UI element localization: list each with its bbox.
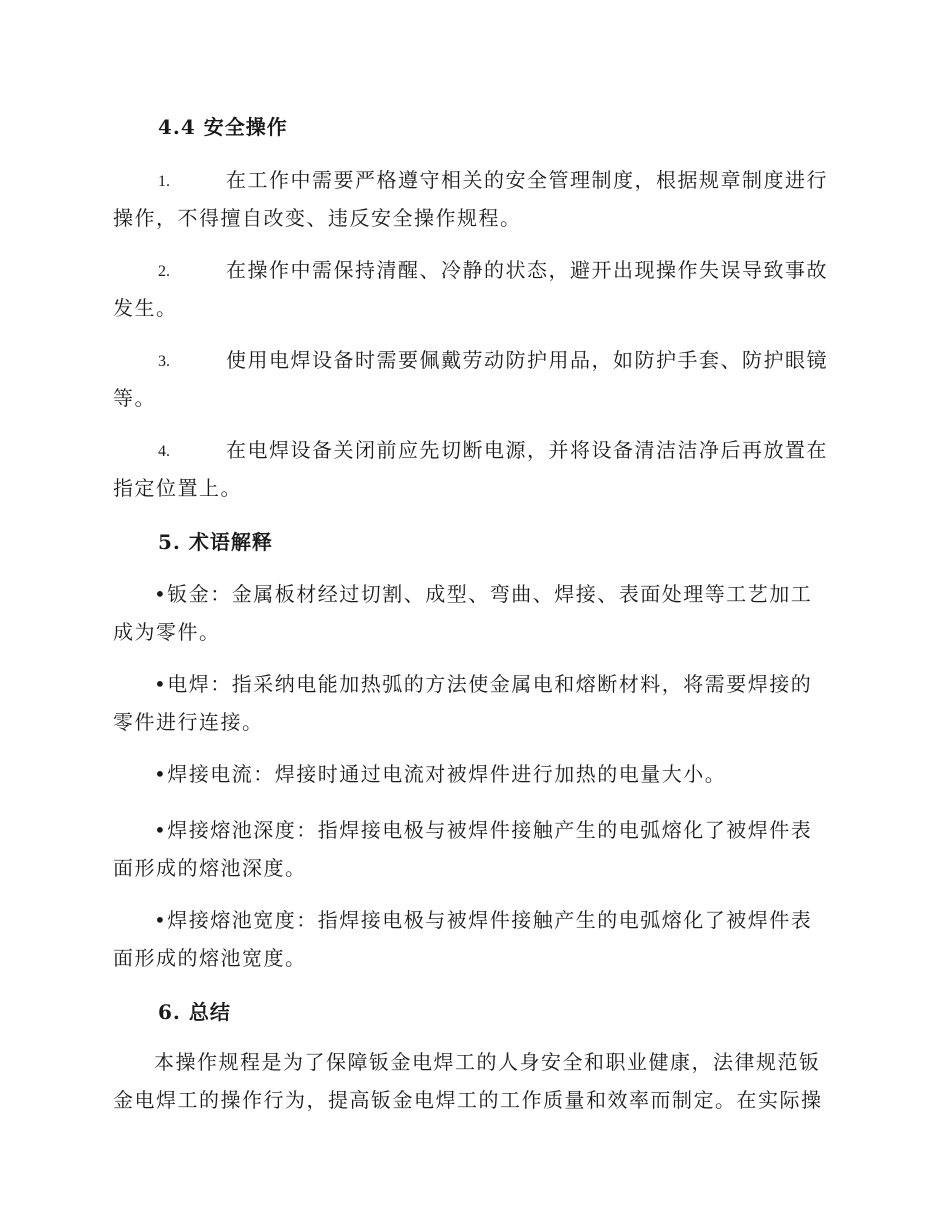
section-heading-5: 5. 术语解释 bbox=[158, 530, 273, 554]
term-text-line2: 零件进行连接。 bbox=[113, 710, 264, 734]
list-item-number: 1. bbox=[158, 173, 170, 190]
list-item-text-line2: 发生。 bbox=[113, 296, 178, 320]
list-item-text-line1: 在电焊设备关闭前应先切断电源，并将设备清洁洁净后再放置在 bbox=[226, 438, 828, 462]
list-item-text-line2: 指定位置上。 bbox=[113, 476, 242, 500]
term-text-line2: 成为零件。 bbox=[113, 620, 221, 644]
list-item-number: 3. bbox=[158, 353, 170, 370]
list-item-text-line1: 在操作中需保持清醒、冷静的状态，避开出现操作失误导致事故 bbox=[226, 258, 828, 282]
section-heading-6: 6. 总结 bbox=[158, 1000, 231, 1024]
list-item-number: 2. bbox=[158, 263, 170, 280]
list-item-text-line1: 使用电焊设备时需要佩戴劳动防护用品，如防护手套、防护眼镜 bbox=[226, 348, 828, 372]
list-item-number: 4. bbox=[158, 443, 170, 460]
term-text-line1: •电焊：指采纳电能加热弧的方法使金属电和熔断材料，将需要焊接的 bbox=[154, 672, 813, 696]
term-text-line2: 面形成的熔池宽度。 bbox=[113, 946, 307, 970]
term-text-line1: •焊接电流：焊接时通过电流对被焊件进行加热的电量大小。 bbox=[154, 762, 727, 786]
list-item-text-line2: 等。 bbox=[113, 386, 156, 410]
term-text-line2: 面形成的熔池深度。 bbox=[113, 856, 307, 880]
term-text-line1: •焊接熔池深度：指焊接电极与被焊件接触产生的电弧熔化了被焊件表 bbox=[154, 818, 813, 842]
summary-text-line1: 本操作规程是为了保障钣金电焊工的人身安全和职业健康，法律规范钣 bbox=[154, 1050, 821, 1074]
term-text-line1: •钣金：金属板材经过切割、成型、弯曲、焊接、表面处理等工艺加工 bbox=[154, 582, 813, 606]
term-text-line1: •焊接熔池宽度：指焊接电极与被焊件接触产生的电弧熔化了被焊件表 bbox=[154, 908, 813, 932]
list-item-text-line1: 在工作中需要严格遵守相关的安全管理制度，根据规章制度进行 bbox=[226, 168, 828, 192]
section-heading-4-4: 4.4 安全操作 bbox=[158, 115, 288, 139]
summary-text-line2: 金电焊工的操作行为，提高钣金电焊工的工作质量和效率而制定。在实际操 bbox=[113, 1088, 823, 1112]
list-item-text-line2: 操作，不得擅自改变、违反安全操作规程。 bbox=[113, 206, 522, 230]
